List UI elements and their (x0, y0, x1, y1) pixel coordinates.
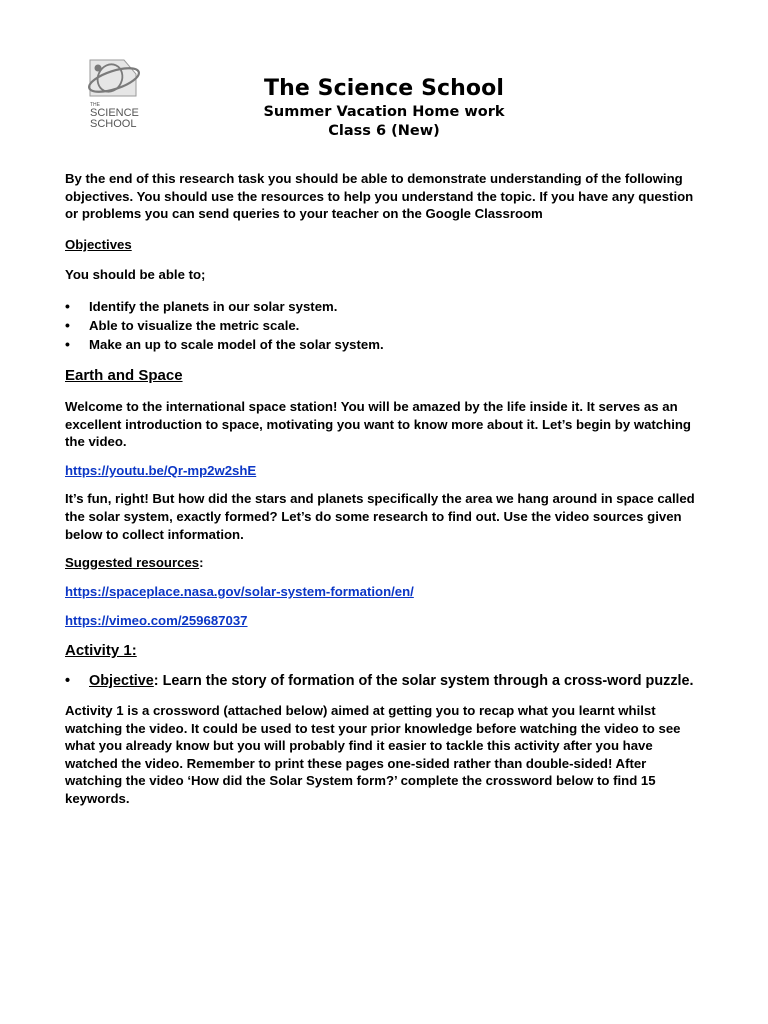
nasa-link-paragraph (65, 583, 705, 601)
list-item: • Able to visualize the metric scale. (65, 316, 705, 335)
video-link-paragraph (65, 462, 705, 480)
objective-text: : Learn the story of formation of the solar system through a cross-word puzzle. (153, 672, 694, 689)
vimeo-link[interactable]: https://vimeo.com/259687037 (65, 613, 248, 629)
activity-objective (65, 672, 705, 691)
list-item: • Make an up to scale model of the solar system. (65, 335, 705, 354)
intro-paragraph: By the end of this research task you should be able to demonstrate understanding of the following objectives. You should use the resources to help you understand the topic. If you have any question or problems you can send queries to your teacher on the Google Classroom (65, 171, 694, 222)
objectives-lead: You should be able to; (65, 267, 206, 283)
earth-space-heading: Earth and Space (65, 366, 183, 384)
objectives-heading: Objectives (65, 236, 132, 252)
youtube-link[interactable]: https://youtu.be/Qr-mp2w2shE (65, 462, 257, 478)
logo-text-school: SCHOOL (90, 118, 137, 130)
objective-label: Objective (89, 672, 154, 689)
vimeo-link-paragraph (65, 612, 705, 630)
document-body (65, 170, 705, 807)
fun-paragraph: It’s fun, right! But how did the stars and planets specifically the area we hang around in space called the solar system, exactly formed? Let’s do some research to find out. Use the video sources given below to collect information. (65, 491, 695, 542)
resources-heading-line (65, 554, 705, 572)
activity-heading: Activity 1: (65, 641, 137, 659)
homework-subtitle: Summer Vacation Home work (263, 104, 505, 120)
logo-text-science: SCIENCE (90, 107, 139, 119)
list-item: • Identify the planets in our solar system. (65, 297, 705, 316)
resources-heading: Suggested resources (65, 555, 200, 571)
resources-colon: : (199, 555, 204, 571)
logo-text-the: THE (90, 102, 100, 108)
nasa-link[interactable]: https://spaceplace.nasa.gov/solar-system-formation/en/ (65, 583, 414, 599)
activity-description: Activity 1 is a crossword (attached below) aimed at getting you to recap what you learnt whilst watching the video. It could be used to test your prior knowledge before watching the video to see what you already know but you will probably find it easier to tackle this activity after you have watched the video. Remember to print these pages one-sided rather than double-sided! After watching the video ‘How did the Solar System form?’ complete the crossword below to find 15 keywords. (65, 702, 681, 806)
objectives-list (65, 297, 705, 354)
welcome-paragraph: Welcome to the international space station! You will be amazed by the life inside it. It serves as an excellent introduction to space, motivating you want to know more about it. Let’s begin by watching the video. (65, 398, 691, 450)
class-line: Class 6 (New) (328, 123, 440, 139)
school-name: The Science School (264, 76, 504, 101)
